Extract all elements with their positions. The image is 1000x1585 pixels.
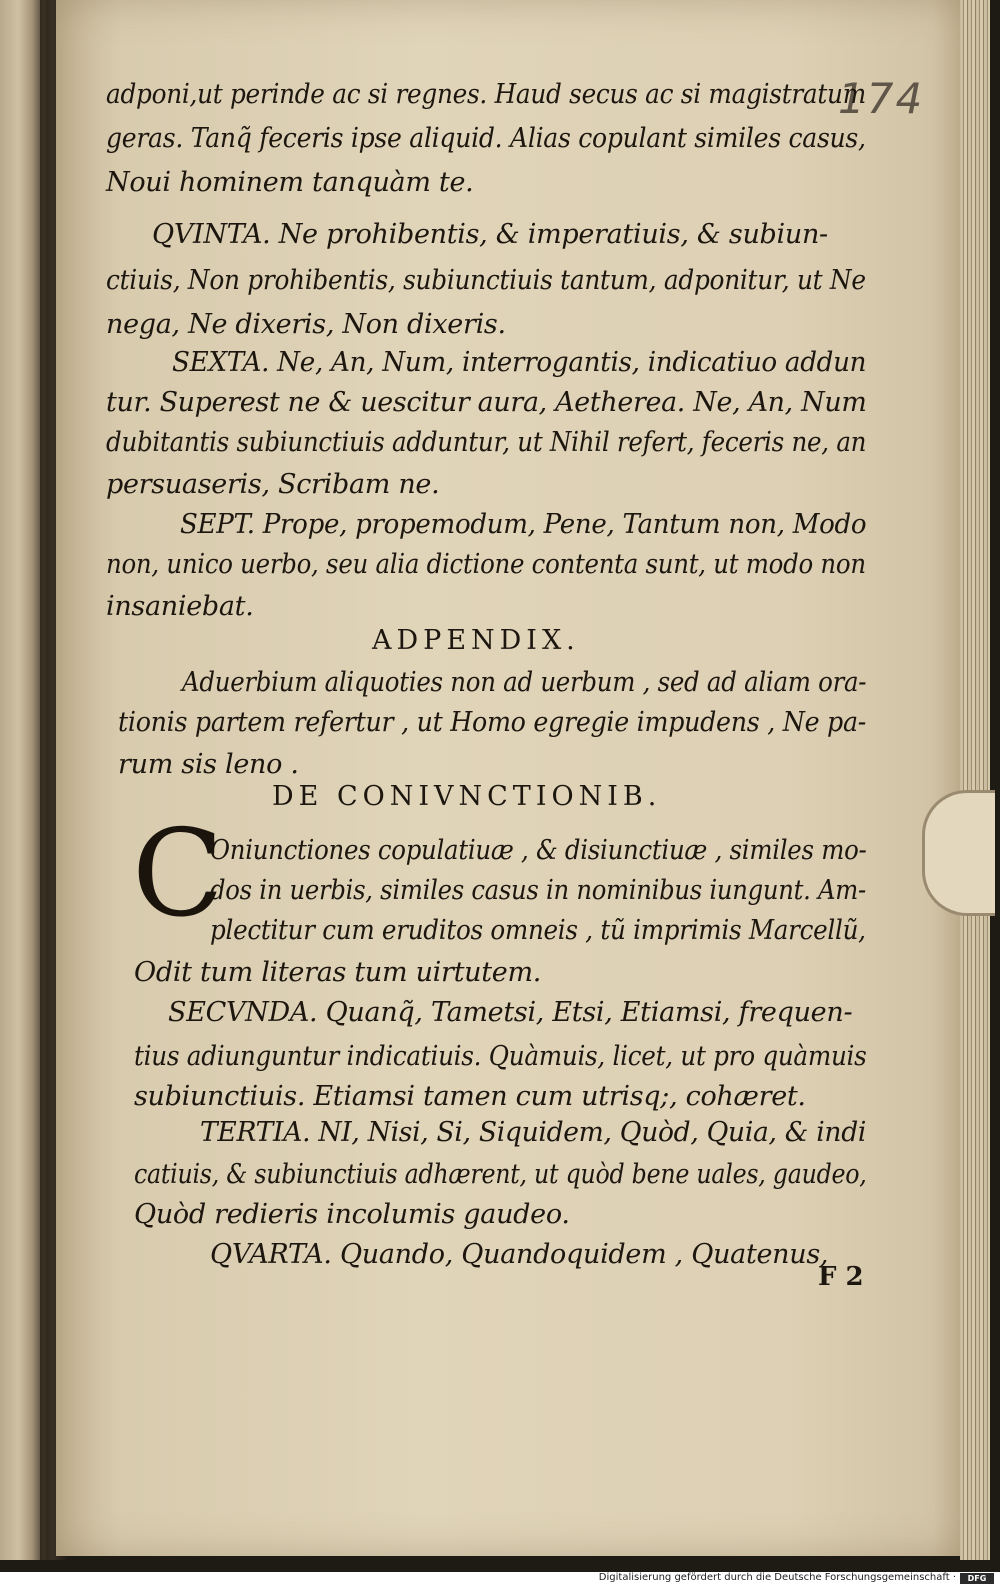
text-line: geras. Tanq̃ feceris ipse aliquid. Alias copulant similes casus, (106, 123, 866, 154)
text-line: Quòd redieris incolumis gaudeo. (134, 1199, 570, 1230)
text-line: dubitantis subiunctiuis adduntur, ut Nihil refert, feceris ne, an (106, 427, 867, 458)
funding-credit: Digitalisierung gefördert durch die Deutsche Forschungsgemeinschaft · (598, 1572, 956, 1583)
text-line: rum sis leno . (118, 749, 299, 780)
text-line: tius adiunguntur indicatiuis. Quàmuis, licet, ut pro quàmuis (134, 1041, 867, 1072)
text-line: Oniunctiones copulatiuæ , & disiunctiuæ , similes mo- (210, 835, 867, 866)
text-line: dos in uerbis, similes casus in nominibus iungunt. Am- (210, 875, 866, 906)
text-line: insaniebat. (106, 591, 254, 622)
text-line: tur. Superest ne & uescitur aura, Aetherea. Ne, An, Num (106, 387, 867, 418)
signature-mark: F 2 (818, 1262, 864, 1292)
text-line: SECVNDA. Quanq̃, Tametsi, Etsi, Etiamsi, frequen- (168, 997, 853, 1028)
text-line: Odit tum literas tum uirtutem. (134, 957, 542, 988)
text-line: TERTIA. NI, Nisi, Si, Siquidem, Quòd, Quia, & indi (200, 1117, 867, 1148)
page-stack-edges (960, 0, 990, 1560)
text-line: SEPT. Prope, propemodum, Pene, Tantum non, Modo (180, 509, 867, 540)
text-line: nega, Ne dixeris, Non dixeris. (106, 309, 506, 340)
section-heading-conjunctions: DE CONIVNCTIONIB. (272, 781, 662, 812)
drop-capital: C (132, 805, 224, 944)
text-line: persuaseris, Scribam ne. (106, 469, 440, 500)
text-line: SEXTA. Ne, An, Num, interrogantis, indicatiuo addun (172, 347, 867, 378)
text-line: QVINTA. Ne prohibentis, & imperatiuis, & subiun- (152, 219, 828, 250)
text-line: adponi,ut perinde ac si regnes. Haud secus ac si magistratum (106, 79, 866, 110)
handwritten-folio-number: 174 (838, 74, 925, 123)
text-line: ctiuis, Non prohibentis, subiunctiuis tantum, adponitur, ut Ne (106, 265, 866, 296)
thumb-index-tab (922, 790, 995, 916)
text-line: QVARTA. Quando, Quandoquidem , Quatenus, (210, 1239, 829, 1270)
section-heading-adpendix: ADPENDIX. (372, 625, 580, 656)
text-line: non, unico uerbo, seu alia dictione contenta sunt, ut modo non (106, 549, 866, 580)
dfg-logo-icon: DFG (960, 1573, 994, 1584)
text-line: plectitur cum eruditos omneis , tũ imprimis Marcellũ, (210, 915, 866, 946)
text-line: tionis partem refertur , ut Homo egregie impudens , Ne pa- (118, 707, 867, 738)
text-line: subiunctiuis. Etiamsi tamen cum utrisq;, cohæret. (134, 1081, 806, 1112)
text-line: Noui hominem tanquàm te. (106, 167, 474, 198)
text-line: catiuis, & subiunctiuis adhærent, ut quòd bene uales, gaudeo, (134, 1159, 867, 1190)
text-line: Aduerbium aliquoties non ad uerbum , sed ad aliam ora- (182, 667, 867, 698)
